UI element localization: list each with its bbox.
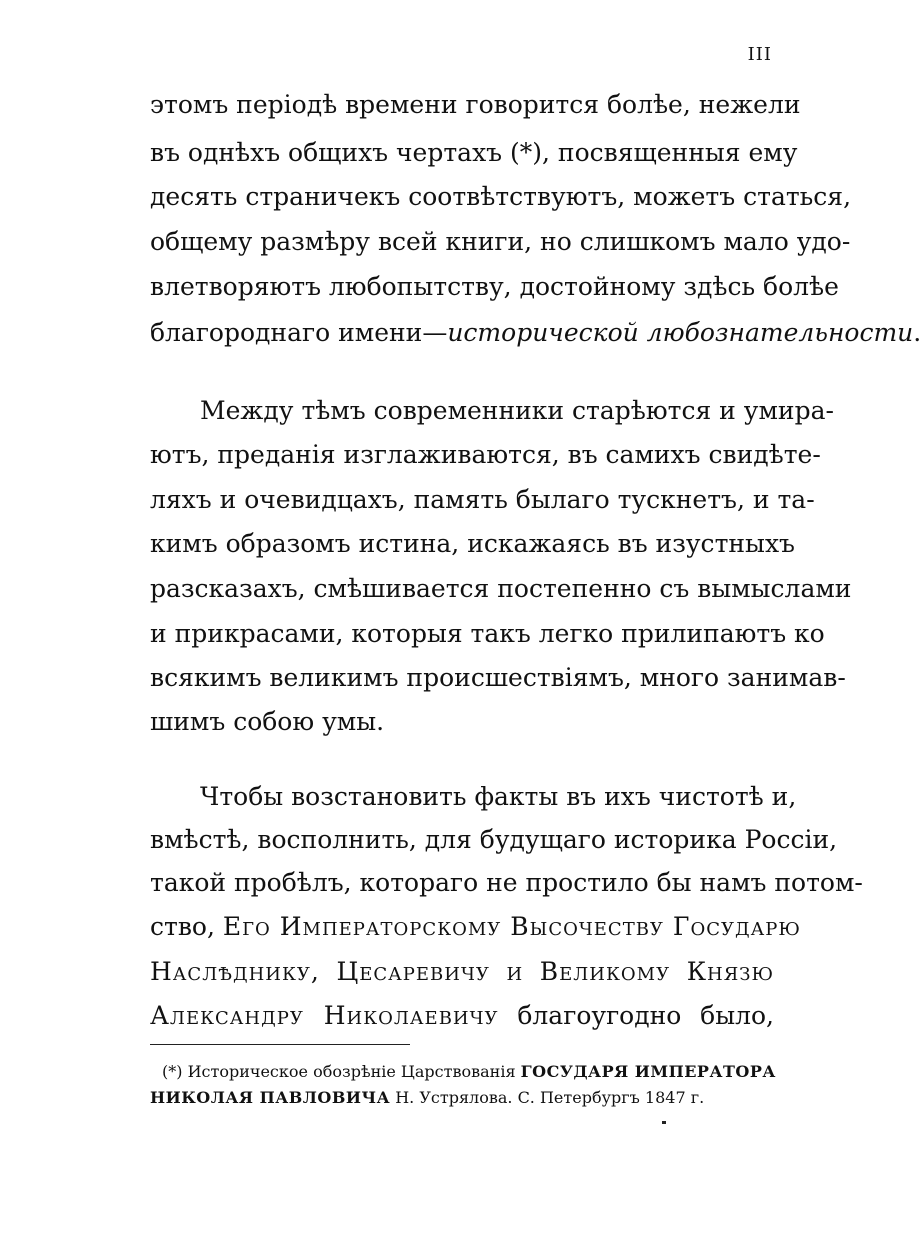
text-line [150, 957, 774, 987]
royal-title: Наслѣднику, Цесаревичу и Великому Князю [150, 957, 774, 986]
text-line [150, 912, 801, 942]
text-line: ляхъ и очевидцахъ, память былаго тускнетъ, и та- [150, 485, 815, 514]
footnote-line [150, 1087, 774, 1109]
text-line: разсказахъ, смѣшивается постепенно съ вымыслами [150, 574, 852, 603]
text-line: такой пробѣлъ, котораго не простило бы намъ потом- [150, 868, 863, 897]
text-line [150, 1001, 774, 1031]
text-line: этомъ періодѣ времени говорится болѣе, нежели [150, 90, 801, 119]
ink-speck [662, 1121, 666, 1124]
text-line: Чтобы возстановить факты въ ихъ чистотѣ и, [200, 782, 797, 811]
text-line: и прикрасами, которыя такъ легко прилипаютъ ко [150, 619, 825, 648]
text-line: всякимъ великимъ происшествіямъ, много занимав- [150, 663, 846, 692]
footnote-rule [150, 1044, 410, 1045]
text-segment: . [913, 318, 921, 347]
footnote-text: (*) Историческое обозрѣніе Царствованія [162, 1062, 521, 1081]
text-line: вмѣстѣ, восполнить, для будущаго историка Россіи, [150, 825, 838, 854]
footnote-text: Н. Устрялова. С. Петербургъ 1847 г. [390, 1088, 705, 1107]
text-segment: благоугодно было, [498, 1001, 774, 1030]
text-line [150, 318, 921, 348]
text-segment: благороднаго имени— [150, 318, 448, 347]
text-line: въ однѣхъ общихъ чертахъ (*), посвященныя ему [150, 138, 798, 167]
footnote-line [162, 1061, 774, 1083]
text-segment: ство, [150, 912, 223, 941]
text-line: Между тѣмъ современники старѣются и умира- [200, 396, 834, 425]
text-line: кимъ образомъ истина, искажаясь въ изустныхъ [150, 529, 795, 558]
text-line: шимъ собою умы. [150, 707, 385, 736]
royal-name: Александру Николаевичу [150, 1001, 499, 1030]
text-line: влетворяютъ любопытству, достойному здѣсь болѣе [150, 272, 839, 301]
page-number: III [747, 44, 772, 65]
royal-title: Его Императорскому Высочеству Государю [222, 912, 801, 941]
footnote-bold-text: ГОСУДАРЯ ИМПЕРАТОРА [520, 1062, 776, 1081]
text-line: десять страничекъ соотвѣтствуютъ, можетъ статься, [150, 182, 852, 211]
footnote-bold-text: НИКОЛАЯ ПАВЛОВИЧА [150, 1088, 391, 1107]
text-line: общему размѣру всей книги, но слишкомъ мало удо- [150, 227, 851, 256]
text-line: ютъ, преданія изглаживаются, въ самихъ свидѣте- [150, 440, 821, 469]
italic-phrase: исторической любознательности [447, 318, 914, 347]
